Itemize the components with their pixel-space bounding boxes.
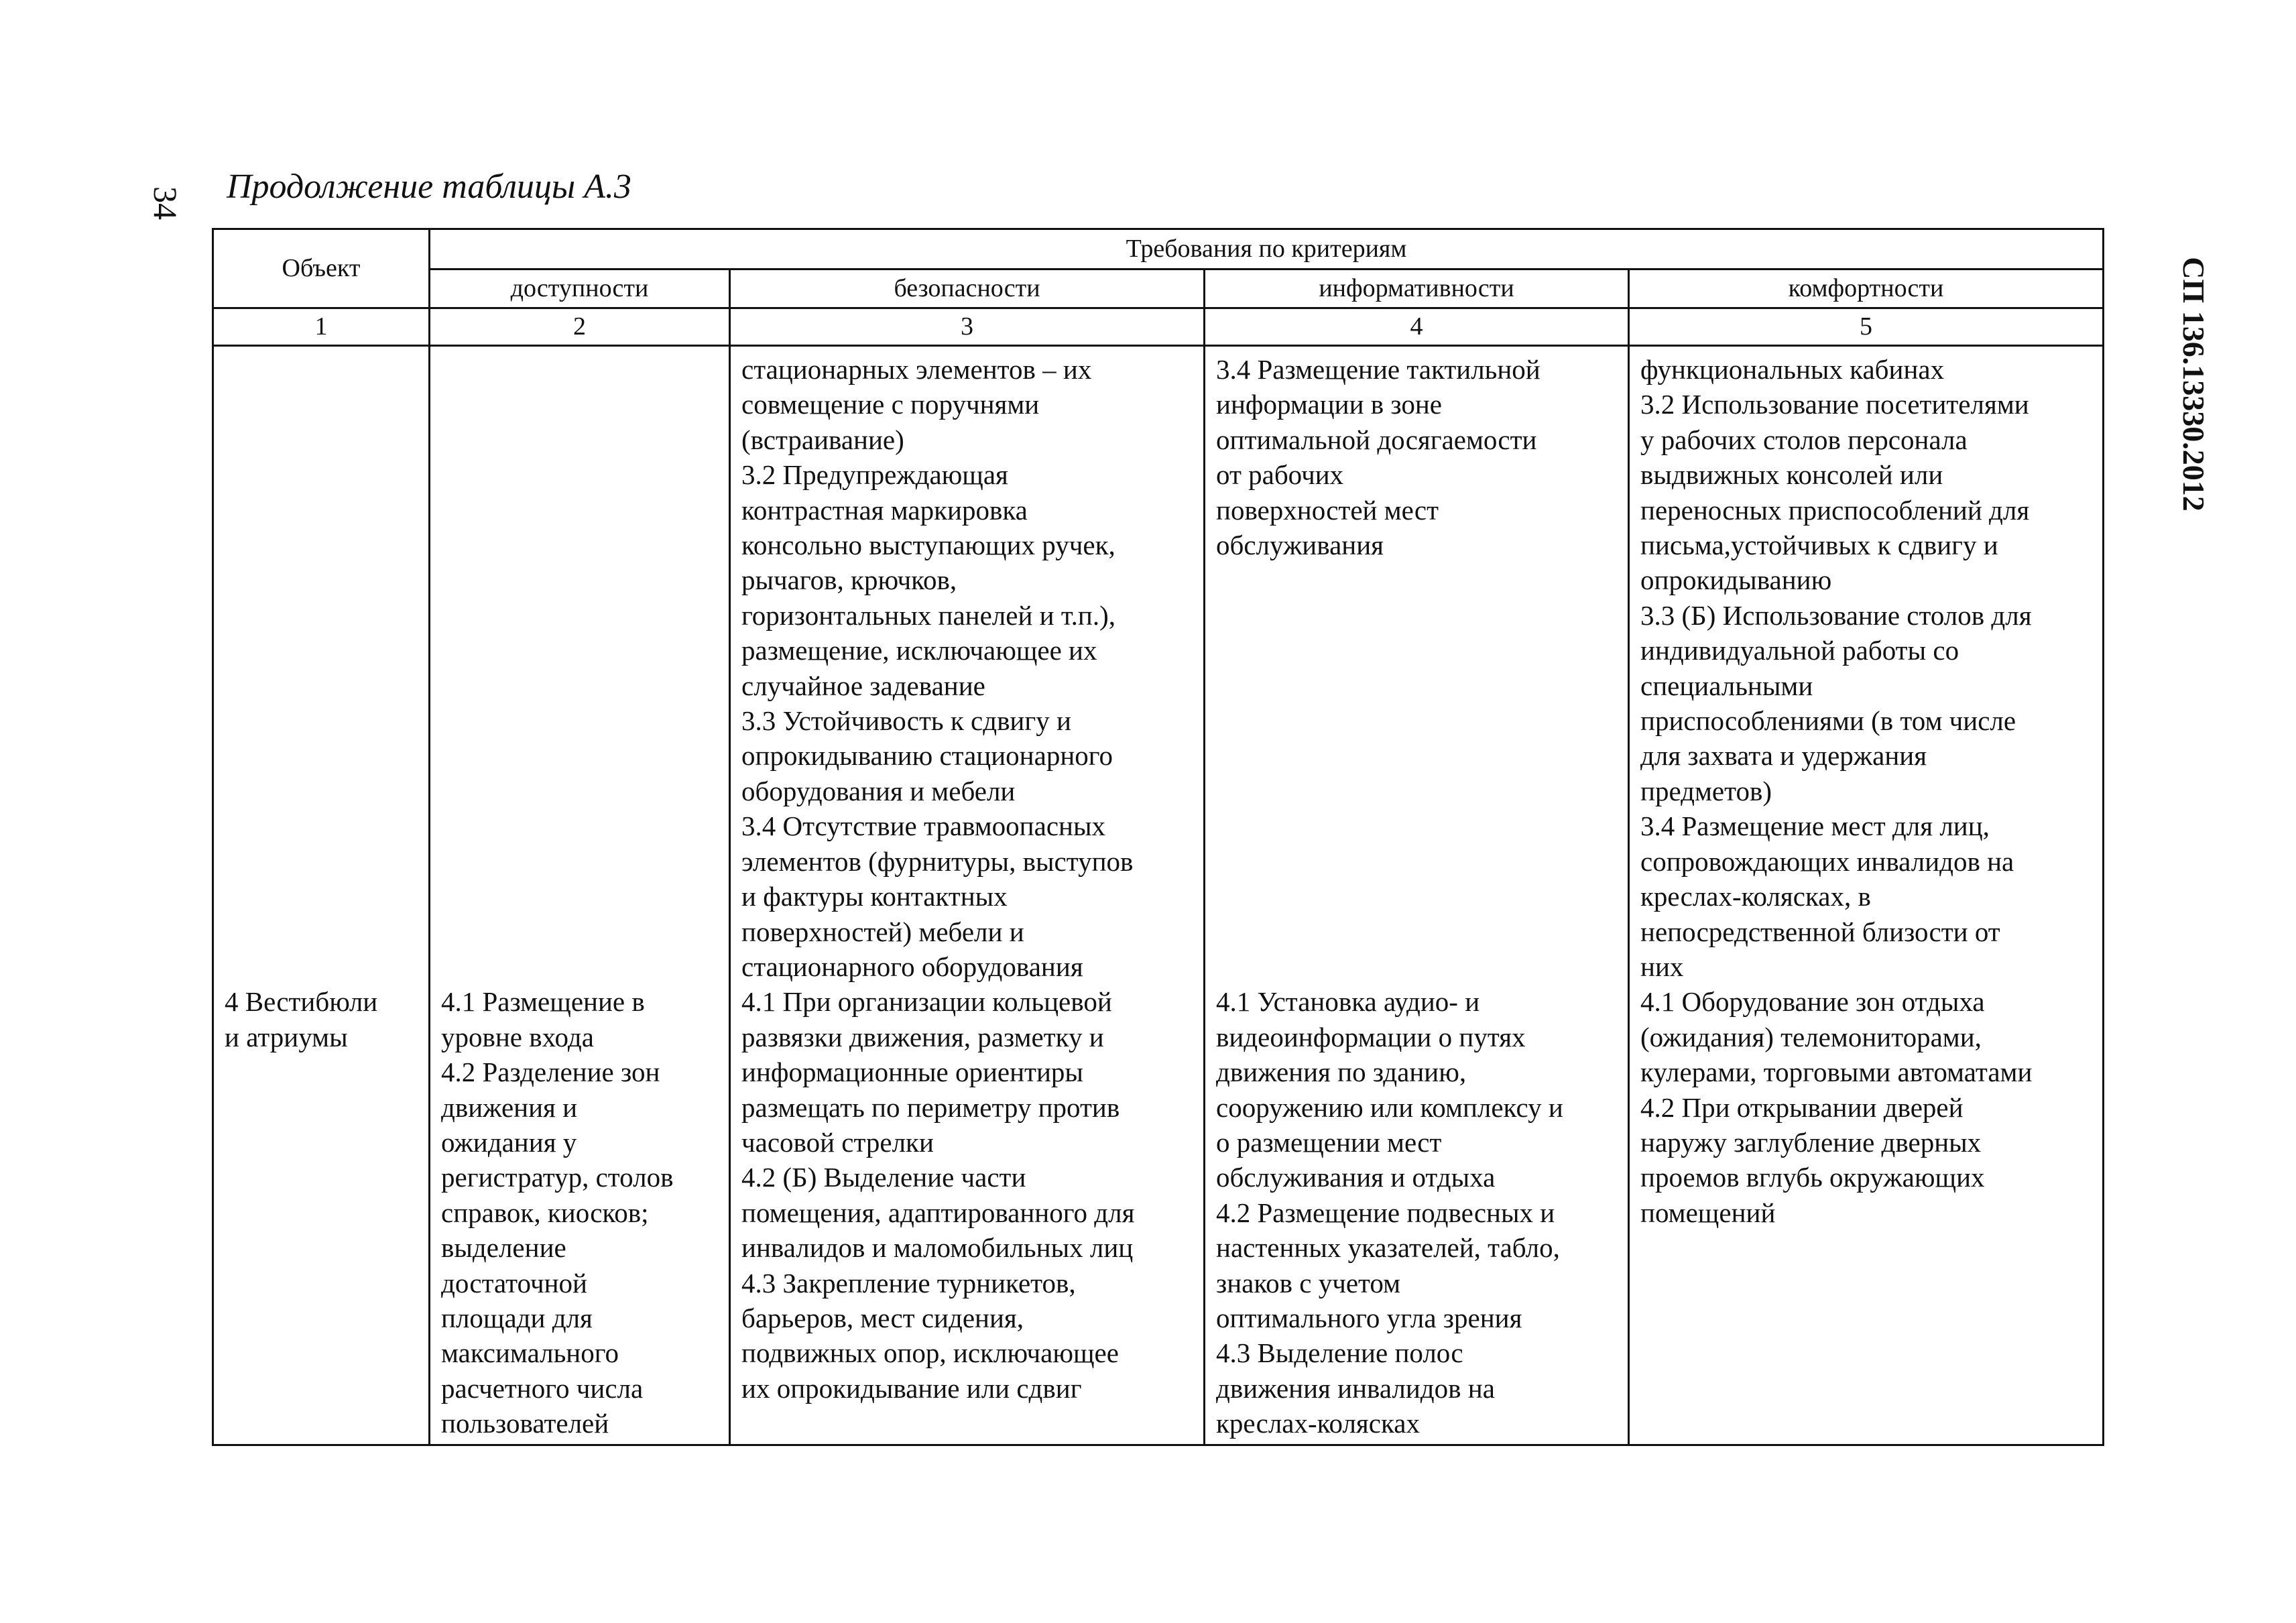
- text-line: сооружению или комплексу и: [1216, 1091, 1563, 1123]
- text-line: 4.1 Размещение в: [441, 986, 645, 1018]
- text-line: [225, 844, 418, 879]
- text-line: знаков с учетом: [1216, 1267, 1401, 1299]
- text-line: [1216, 774, 1617, 808]
- text-line: помещения, адаптированного для: [741, 1197, 1135, 1228]
- text-line: [441, 562, 718, 597]
- text-line: 4.2 При открывании дверей: [1640, 1091, 1963, 1123]
- header-comfort: комфортности: [1629, 269, 2104, 308]
- text-line: [441, 528, 718, 562]
- text-line: [441, 703, 718, 738]
- text-line: [225, 493, 418, 528]
- cell-object: [213, 346, 430, 1445]
- text-line: опрокидыванию стационарного: [741, 740, 1113, 772]
- text-line: сопровождающих инвалидов на: [1640, 845, 2014, 877]
- text-line: (ожидания) телемониторами,: [1640, 1021, 1982, 1053]
- text-line: 4.1 Установка аудио- и: [1216, 986, 1480, 1018]
- text-line: [225, 528, 418, 562]
- text-line: (встраивание): [741, 424, 904, 455]
- table-caption: Продолжение таблицы А.3: [227, 168, 631, 206]
- text-line: [441, 633, 718, 668]
- text-line: них: [1640, 951, 1684, 982]
- text-line: видеоинформации о путях: [1216, 1021, 1526, 1053]
- column-number: 5: [1629, 308, 2104, 346]
- text-line: информации в зоне: [1216, 389, 1442, 420]
- text-line: функциональных кабинах: [1640, 354, 1945, 385]
- cell-comfort: [1629, 346, 2104, 1445]
- text-line: [225, 668, 418, 703]
- text-line: выдвижных консолей или: [1640, 459, 1943, 491]
- text-line: [225, 703, 418, 738]
- text-line: площади для: [441, 1302, 593, 1333]
- text-line: настенных указателей, табло,: [1216, 1232, 1560, 1264]
- text-line: [225, 598, 418, 633]
- text-line: [441, 914, 718, 949]
- text-line: движения инвалидов на: [1216, 1372, 1495, 1404]
- text-line: проемов вглубь окружающих: [1640, 1162, 1985, 1193]
- text-line: достаточной: [441, 1267, 587, 1299]
- text-line: 4.1 Оборудование зон отдыха: [1640, 986, 1985, 1018]
- cell-safety: [730, 346, 1205, 1445]
- text-line: подвижных опор, исключающее: [741, 1337, 1119, 1369]
- text-line: 3.3 Устойчивость к сдвигу и: [741, 705, 1071, 737]
- text-line: максимального: [441, 1337, 619, 1369]
- text-line: рычагов, крючков,: [741, 564, 957, 596]
- text-line: инвалидов и маломобильных лиц: [741, 1232, 1134, 1264]
- text-line: 4.2 (Б) Выделение части: [741, 1162, 1026, 1193]
- text-line: [1216, 844, 1617, 879]
- text-line: часовой стрелки: [741, 1126, 934, 1158]
- text-line: барьеров, мест сидения,: [741, 1302, 1024, 1333]
- column-number: 4: [1205, 308, 1629, 346]
- text-line: размещать по периметру против: [741, 1091, 1120, 1123]
- text-line: [441, 352, 718, 387]
- text-line: [1216, 914, 1617, 949]
- header-accessibility: доступности: [430, 269, 730, 308]
- text-line: оптимального угла зрения: [1216, 1302, 1522, 1333]
- text-line: оптимальной досягаемости: [1216, 424, 1537, 455]
- text-line: 4.3 Закрепление турникетов,: [741, 1267, 1076, 1299]
- text-line: [441, 422, 718, 457]
- text-line: 4.2 Разделение зон: [441, 1057, 660, 1088]
- text-line: о размещении мест: [1216, 1126, 1442, 1158]
- text-line: 3.4 Отсутствие травмоопасных: [741, 810, 1106, 842]
- text-line: [1216, 879, 1617, 914]
- text-line: [441, 738, 718, 773]
- text-line: [225, 774, 418, 808]
- text-line: горизонтальных панелей и т.п.),: [741, 599, 1116, 631]
- standard-code: СП 136.13330.2012: [2177, 257, 2211, 512]
- text-line: движения по зданию,: [1216, 1057, 1467, 1088]
- header-safety: безопасности: [730, 269, 1205, 308]
- text-line: движения и: [441, 1091, 578, 1123]
- text-line: [1216, 598, 1617, 633]
- text-line: приспособлениями (в том числе: [1640, 705, 2016, 737]
- text-line: специальными: [1640, 670, 1813, 701]
- text-line: уровне входа: [441, 1021, 594, 1053]
- text-line: [1216, 703, 1617, 738]
- text-line: предметов): [1640, 775, 1772, 806]
- text-line: [441, 493, 718, 528]
- text-line: для захвата и удержания: [1640, 740, 1927, 772]
- text-line: их опрокидывание или сдвиг: [741, 1372, 1082, 1404]
- text-line: [225, 949, 418, 984]
- text-line: 3.4 Размещение тактильной: [1216, 354, 1540, 385]
- column-number: 3: [730, 308, 1205, 346]
- text-line: [225, 422, 418, 457]
- text-line: креслах-колясках, в: [1640, 881, 1871, 912]
- text-line: [441, 879, 718, 914]
- text-line: [441, 808, 718, 843]
- text-line: регистратур, столов: [441, 1162, 674, 1193]
- text-line: развязки движения, разметку и: [741, 1021, 1104, 1053]
- text-line: [225, 387, 418, 422]
- text-line: оборудования и мебели: [741, 775, 1016, 806]
- header-object: Объект: [213, 229, 430, 308]
- text-line: [225, 738, 418, 773]
- text-line: [441, 949, 718, 984]
- text-line: индивидуальной работы со: [1640, 635, 1959, 666]
- text-line: поверхностей мест: [1216, 494, 1439, 526]
- text-line: консольно выступающих ручек,: [741, 530, 1115, 561]
- text-line: информационные ориентиры: [741, 1057, 1083, 1088]
- text-line: переносных приспособлений для: [1640, 494, 2030, 526]
- text-line: [441, 457, 718, 492]
- text-line: случайное задевание: [741, 670, 985, 701]
- text-line: кулерами, торговыми автоматами: [1640, 1057, 2033, 1088]
- text-line: 3.2 Использование посетителями: [1640, 389, 2029, 420]
- text-line: 3.2 Предупреждающая: [741, 459, 1008, 491]
- column-number: 1: [213, 308, 430, 346]
- text-line: стационарного оборудования: [741, 951, 1083, 982]
- text-line: и атриумы: [225, 1021, 348, 1053]
- page-number: 34: [147, 186, 184, 220]
- text-line: размещение, исключающее их: [741, 635, 1097, 666]
- text-line: совмещение с поручнями: [741, 389, 1040, 420]
- text-line: [441, 598, 718, 633]
- text-line: [225, 457, 418, 492]
- text-line: контрастная маркировка: [741, 494, 1028, 526]
- text-line: справок, киосков;: [441, 1197, 649, 1228]
- header-informativeness: информативности: [1205, 269, 1629, 308]
- text-line: письма,устойчивых к сдвигу и: [1640, 530, 1998, 561]
- text-line: [1216, 668, 1617, 703]
- text-line: выделение: [441, 1232, 566, 1264]
- text-line: элементов (фурнитуры, выступов: [741, 845, 1134, 877]
- text-line: пользователей: [441, 1408, 609, 1439]
- text-line: [1216, 562, 1617, 597]
- text-line: [441, 774, 718, 808]
- text-line: [225, 879, 418, 914]
- text-line: 3.4 Размещение мест для лиц,: [1640, 810, 1990, 842]
- text-line: наружу заглубление дверных: [1640, 1126, 1982, 1158]
- text-line: стационарных элементов – их: [741, 354, 1092, 385]
- text-line: поверхностей) мебели и: [741, 916, 1024, 947]
- text-line: 4 Вестибюли: [225, 986, 378, 1018]
- text-line: [441, 668, 718, 703]
- text-line: у рабочих столов персонала: [1640, 424, 1968, 455]
- text-line: расчетного числа: [441, 1372, 644, 1404]
- text-line: 3.3 (Б) Использование столов для: [1640, 599, 2032, 631]
- text-line: [225, 633, 418, 668]
- text-line: [441, 387, 718, 422]
- text-line: [225, 914, 418, 949]
- text-line: опрокидыванию: [1640, 564, 1832, 596]
- text-line: и фактуры контактных: [741, 881, 1008, 912]
- column-number: 2: [430, 308, 730, 346]
- text-line: [1216, 808, 1617, 843]
- text-line: 4.1 При организации кольцевой: [741, 986, 1112, 1018]
- text-line: креслах-колясках: [1216, 1408, 1420, 1439]
- text-line: непосредственной близости от: [1640, 916, 2000, 947]
- text-line: 4.2 Размещение подвесных и: [1216, 1197, 1555, 1228]
- text-line: [225, 808, 418, 843]
- header-group: Требования по критериям: [430, 229, 2104, 269]
- text-line: [1216, 738, 1617, 773]
- text-line: [225, 352, 418, 387]
- text-line: [225, 562, 418, 597]
- text-line: от рабочих: [1216, 459, 1344, 491]
- requirements-table: [212, 228, 2104, 1446]
- text-line: обслуживания и отдыха: [1216, 1162, 1496, 1193]
- text-line: обслуживания: [1216, 530, 1384, 561]
- text-line: [441, 844, 718, 879]
- cell-accessibility: [430, 346, 730, 1445]
- text-line: ожидания у: [441, 1126, 577, 1158]
- text-line: [1216, 633, 1617, 668]
- text-line: 4.3 Выделение полос: [1216, 1337, 1463, 1369]
- cell-informativeness: [1205, 346, 1629, 1445]
- text-line: помещений: [1640, 1197, 1776, 1228]
- text-line: [1216, 949, 1617, 984]
